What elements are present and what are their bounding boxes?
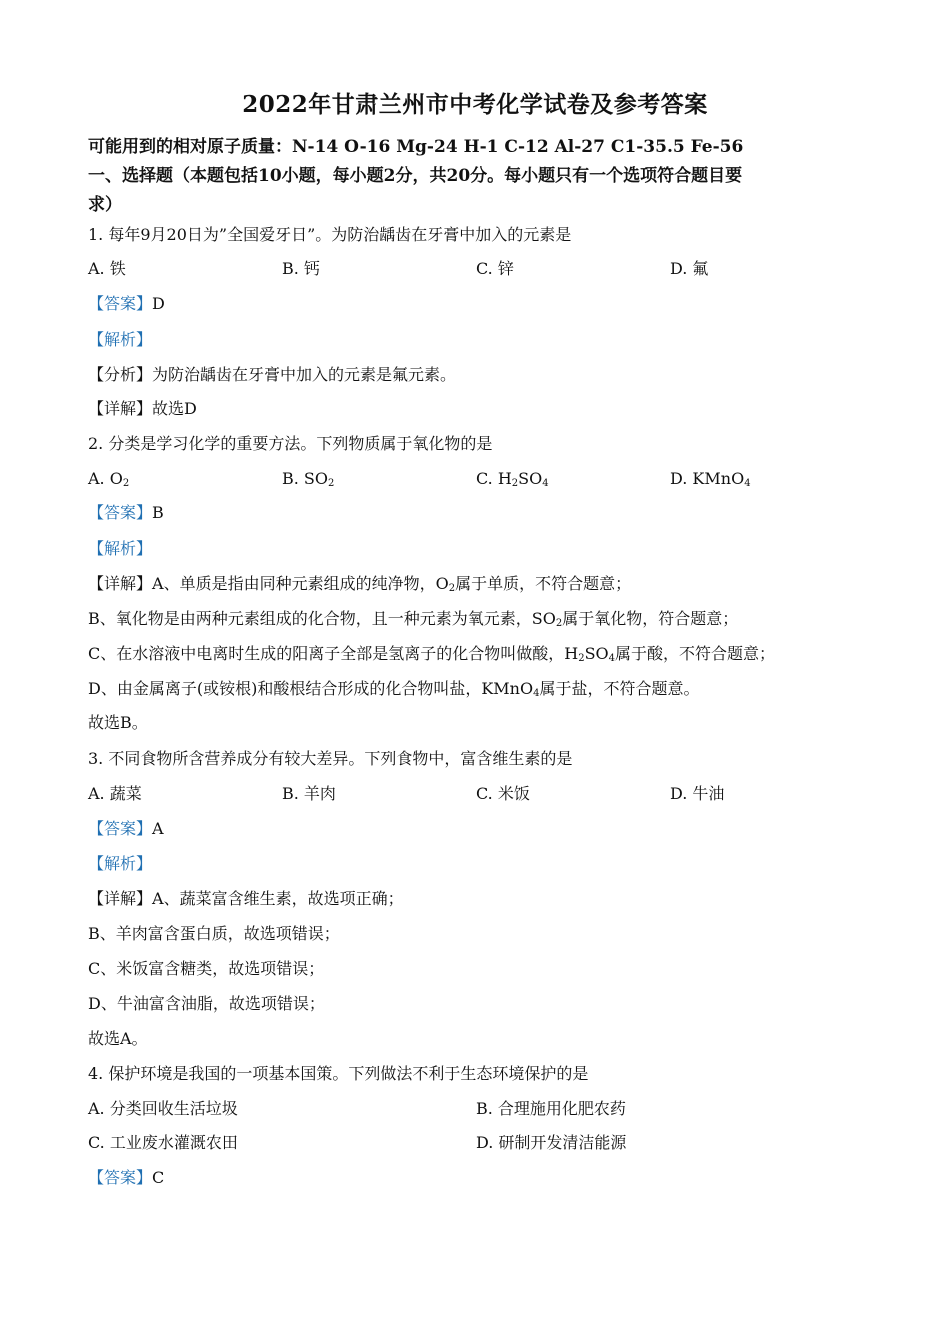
q3-stem: 3. 不同食物所含营养成分有较大差异。下列食物中，富含维生素的是 <box>88 749 573 768</box>
q1-fenxi <box>88 365 456 385</box>
q2-detail-a <box>88 574 631 594</box>
q4-option-d: D. 研制开发清洁能源 <box>476 1133 627 1152</box>
q2-option-a <box>88 469 129 489</box>
answer-tag: 【答案】 <box>88 819 153 838</box>
q2-detail-d-text-2: 属于盐，不符合题意。 <box>539 679 700 698</box>
q2-detail-b <box>88 609 738 629</box>
q2-detail-c-text: C、在水溶液中电离时生成的阳离子全部是氢离子的化合物叫做酸，H <box>88 644 579 663</box>
q2-option-c-text-2: SO <box>518 469 543 488</box>
q2-conclusion: 故选B。 <box>88 713 148 732</box>
q2-analysis-tag <box>88 539 152 559</box>
q2-option-d <box>670 469 751 489</box>
subscript: 2 <box>328 478 335 489</box>
q2-stem: 2. 分类是学习化学的重要方法。下列物质属于氧化物的是 <box>88 434 493 453</box>
q3-detail-a-text: A、蔬菜富含维生素，故选项正确； <box>152 889 404 908</box>
q2-option-c-text: C. H <box>476 469 512 488</box>
answer-tag: 【答案】 <box>88 294 153 313</box>
q3-option-a: A. 蔬菜 <box>88 784 142 803</box>
q1-detail <box>88 399 197 419</box>
q2-detail-a-text: A、单质是指由同种元素组成的纯净物，O <box>152 574 449 593</box>
q2-detail-b-text-2: 属于氧化物，符合题意； <box>562 609 739 628</box>
q1-answer-value: D <box>152 294 165 313</box>
subscript: 2 <box>555 618 563 629</box>
q3-answer-value: A <box>152 819 164 838</box>
q1-stem: 1. 每年9月20日为”全国爱牙日”。为防治龋齿在牙膏中加入的元素是 <box>88 225 572 244</box>
q3-detail-c: C、米饭富含糖类，故选项错误； <box>88 959 325 978</box>
q3-option-d: D. 牛油 <box>670 784 725 803</box>
subscript: 4 <box>608 653 616 664</box>
analysis-tag: 【解析】 <box>88 330 153 349</box>
subscript: 4 <box>542 478 549 489</box>
q4-answer-value: C <box>152 1168 165 1187</box>
q3-conclusion: 故选A。 <box>88 1029 148 1048</box>
q2-detail-d-text: D、由金属离子(或铵根)和酸根结合形成的化合物叫盐，KMnO <box>88 679 534 698</box>
q2-detail-b-text: B、氧化物是由两种元素组成的化合物，且一种元素为氧元素，SO <box>88 609 556 628</box>
subscript: 4 <box>533 688 540 699</box>
q2-detail-c <box>88 644 775 664</box>
q2-option-d-text: D. KMnO <box>670 469 745 488</box>
q4-option-a: A. 分类回收生活垃圾 <box>88 1099 238 1118</box>
q1-fenxi-text: 为防治龋齿在牙膏中加入的元素是氟元素。 <box>152 365 457 384</box>
answer-tag: 【答案】 <box>88 1168 153 1187</box>
subscript: 2 <box>511 478 519 489</box>
q3-detail-a <box>88 889 404 909</box>
fenxi-tag: 【分析】 <box>88 365 153 384</box>
subscript: 2 <box>448 583 456 594</box>
q1-detail-text: 故选D <box>152 399 197 418</box>
q2-option-c <box>476 469 549 489</box>
analysis-tag: 【解析】 <box>88 854 153 873</box>
subscript: 2 <box>122 478 130 489</box>
q4-option-b: B. 合理施用化肥农药 <box>476 1099 626 1118</box>
q4-answer <box>88 1168 164 1188</box>
subscript: 2 <box>578 653 585 664</box>
section-heading: 一、选择题（本题包括10小题，每小题2分，共20分。每小题只有一个选项符合题目要 <box>88 166 743 186</box>
q3-detail-d: D、牛油富含油脂，故选项错误； <box>88 994 325 1013</box>
q1-option-d: D. 氟 <box>670 259 709 278</box>
section-heading-cont: 求） <box>88 195 122 215</box>
q2-detail-c-text-3: 属于酸，不符合题意； <box>615 644 776 663</box>
page-title: 2022年甘肃兰州市中考化学试卷及参考答案 <box>242 91 708 118</box>
atomic-masses-line: 可能用到的相对原子质量：N-14 O-16 Mg-24 H-1 C-12 Al-27 C1-35.5 Fe-56 <box>88 137 744 157</box>
answer-tag: 【答案】 <box>88 503 153 522</box>
q2-detail-a-text-2: 属于单质，不符合题意； <box>455 574 632 593</box>
q2-answer <box>88 503 164 523</box>
q1-analysis-tag <box>88 330 152 350</box>
q3-answer <box>88 819 164 839</box>
detail-tag: 【详解】 <box>88 889 153 908</box>
subscript: 4 <box>744 478 751 489</box>
q1-option-c: C. 锌 <box>476 259 514 278</box>
q3-option-b: B. 羊肉 <box>282 784 336 803</box>
q2-detail-d <box>88 679 699 699</box>
q1-option-b: B. 钙 <box>282 259 320 278</box>
q1-option-a: A. 铁 <box>88 259 126 278</box>
q2-option-a-text: A. O <box>88 469 123 488</box>
q3-option-c: C. 米饭 <box>476 784 530 803</box>
q3-analysis-tag <box>88 854 152 874</box>
q2-option-b <box>282 469 334 489</box>
q3-detail-b: B、羊肉富含蛋白质，故选项错误； <box>88 924 340 943</box>
q4-option-c: C. 工业废水灌溉农田 <box>88 1133 238 1152</box>
q1-answer <box>88 294 165 314</box>
q2-answer-value: B <box>152 503 164 522</box>
q4-stem: 4. 保护环境是我国的一项基本国策。下列做法不利于生态环境保护的是 <box>88 1064 589 1083</box>
q2-option-b-text: B. SO <box>282 469 329 488</box>
analysis-tag: 【解析】 <box>88 539 153 558</box>
detail-tag: 【详解】 <box>88 574 153 593</box>
q2-detail-c-text-2: SO <box>584 644 609 663</box>
detail-tag: 【详解】 <box>88 399 153 418</box>
